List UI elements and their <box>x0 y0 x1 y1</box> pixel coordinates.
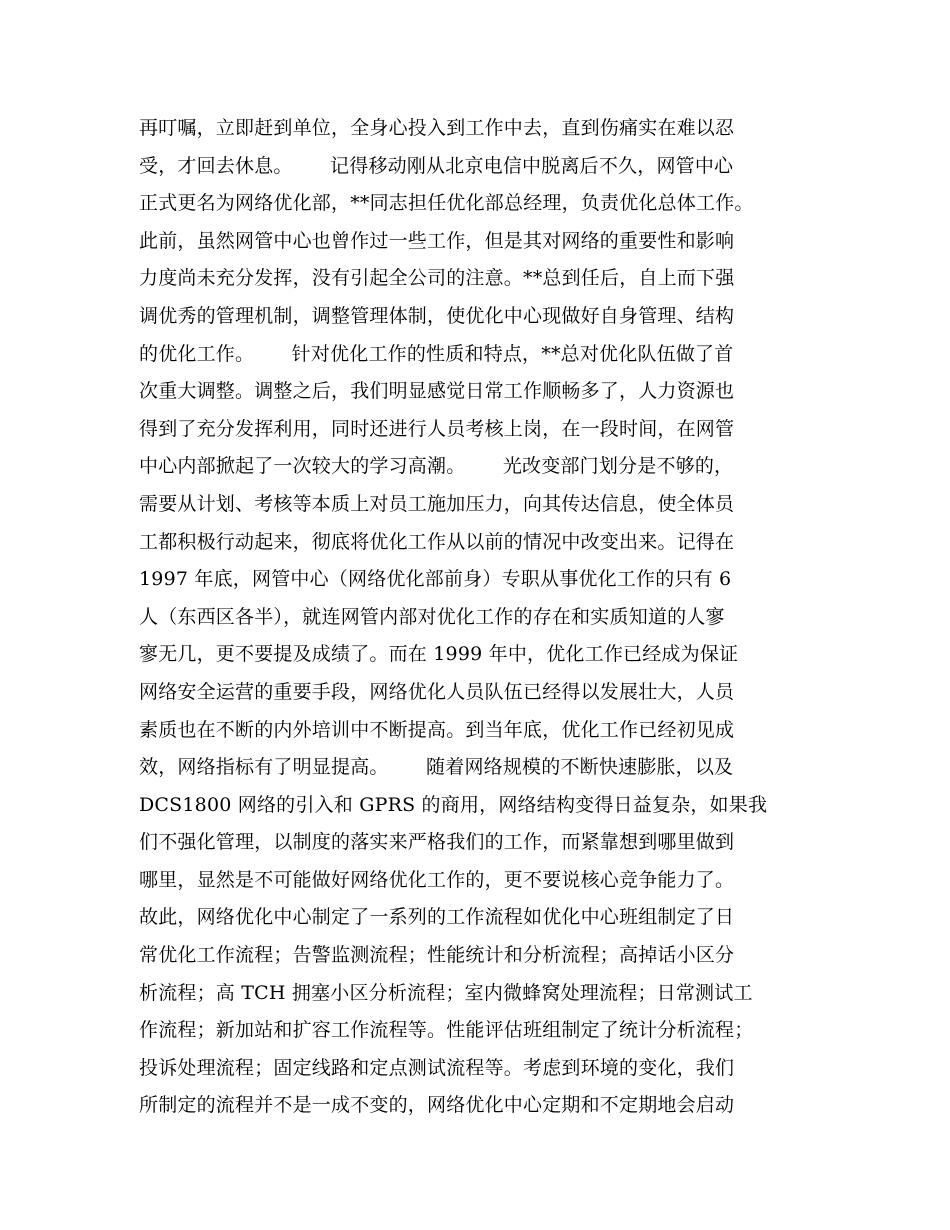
text-line: 力度尚未充分发挥，没有引起全公司的注意。**总到任后，自上而下强 <box>139 267 735 290</box>
text-line: 的优化工作。 针对优化工作的性质和特点，**总对优化队伍做了首 <box>139 342 734 365</box>
text-line: 故此，网络优化中心制定了一系列的工作流程如优化中心班组制定了日 <box>139 906 735 929</box>
text-line: 需要从计划、考核等本质上对员工施加压力，向其传达信息，使全体员 <box>139 492 735 515</box>
text-line: 得到了充分发挥利用，同时还进行人员考核上岗，在一段时间，在网管 <box>139 417 735 440</box>
text-line: 工都积极行动起来，彻底将优化工作从以前的情况中改变出来。记得在 <box>139 530 735 553</box>
text-line: 中心内部掀起了一次较大的学习高潮。 光改变部门划分是不够的， <box>139 455 734 478</box>
text-line: 效，网络指标有了明显提高。 随着网络规模的不断快速膨胀，以及 <box>139 756 734 779</box>
text-line: 寥无几，更不要提及成绩了。而在 1999 年中，优化工作已经成为保证 <box>139 643 739 666</box>
text-line: 此前，虽然网管中心也曾作过一些工作，但是其对网络的重要性和影响 <box>139 229 735 252</box>
text-line: 正式更名为网络优化部，**同志担任优化部总经理，负责优化总体工作。 <box>139 192 754 215</box>
text-line: 调优秀的管理机制，调整管理体制，使优化中心现做好自身管理、结构 <box>139 304 735 327</box>
text-line: 受，才回去休息。 记得移动刚从北京电信中脱离后不久，网管中心 <box>139 154 734 177</box>
text-line: 投诉处理流程；固定线路和定点测试流程等。考虑到环境的变化，我们 <box>139 1056 735 1079</box>
text-line: 作流程；新加站和扩容工作流程等。性能评估班组制定了统计分析流程； <box>139 1019 754 1042</box>
body-paragraph <box>139 110 839 1125</box>
text-line: 析流程；高 TCH 拥塞小区分析流程；室内微蜂窝处理流程；日常测试工 <box>139 981 753 1004</box>
text-line: 人（东西区各半），就连网管内部对优化工作的存在和实质知道的人寥 <box>139 605 725 628</box>
text-line: 再叮嘱，立即赶到单位，全身心投入到工作中去，直到伤痛实在难以忍 <box>139 117 735 139</box>
text-line: 常优化工作流程；告警监测流程；性能统计和分析流程；高掉话小区分 <box>139 944 735 967</box>
text-line: DCS1800 网络的引入和 GPRS 的商用，网络结构变得日益复杂，如果我 <box>139 793 768 816</box>
text-line: 网络安全运营的重要手段，网络优化人员队伍已经得以发展壮大，人员 <box>139 680 735 703</box>
text-line: 们不强化管理，以制度的落实来严格我们的工作，而紧靠想到哪里做到 <box>139 831 735 854</box>
text-line: 1997 年底，网管中心（网络优化部前身）专职从事优化工作的只有 6 <box>139 568 732 591</box>
text-line: 哪里，显然是不可能做好网络优化工作的，更不要说核心竞争能力了。 <box>139 868 735 891</box>
text-line: 素质也在不断的内外培训中不断提高。到当年底，优化工作已经初见成 <box>139 718 735 741</box>
text-line: 所制定的流程并不是一成不变的，网络优化中心定期和不定期地会启动 <box>139 1094 735 1117</box>
text-line: 次重大调整。调整之后，我们明显感觉日常工作顺畅多了，人力资源也 <box>139 380 735 403</box>
